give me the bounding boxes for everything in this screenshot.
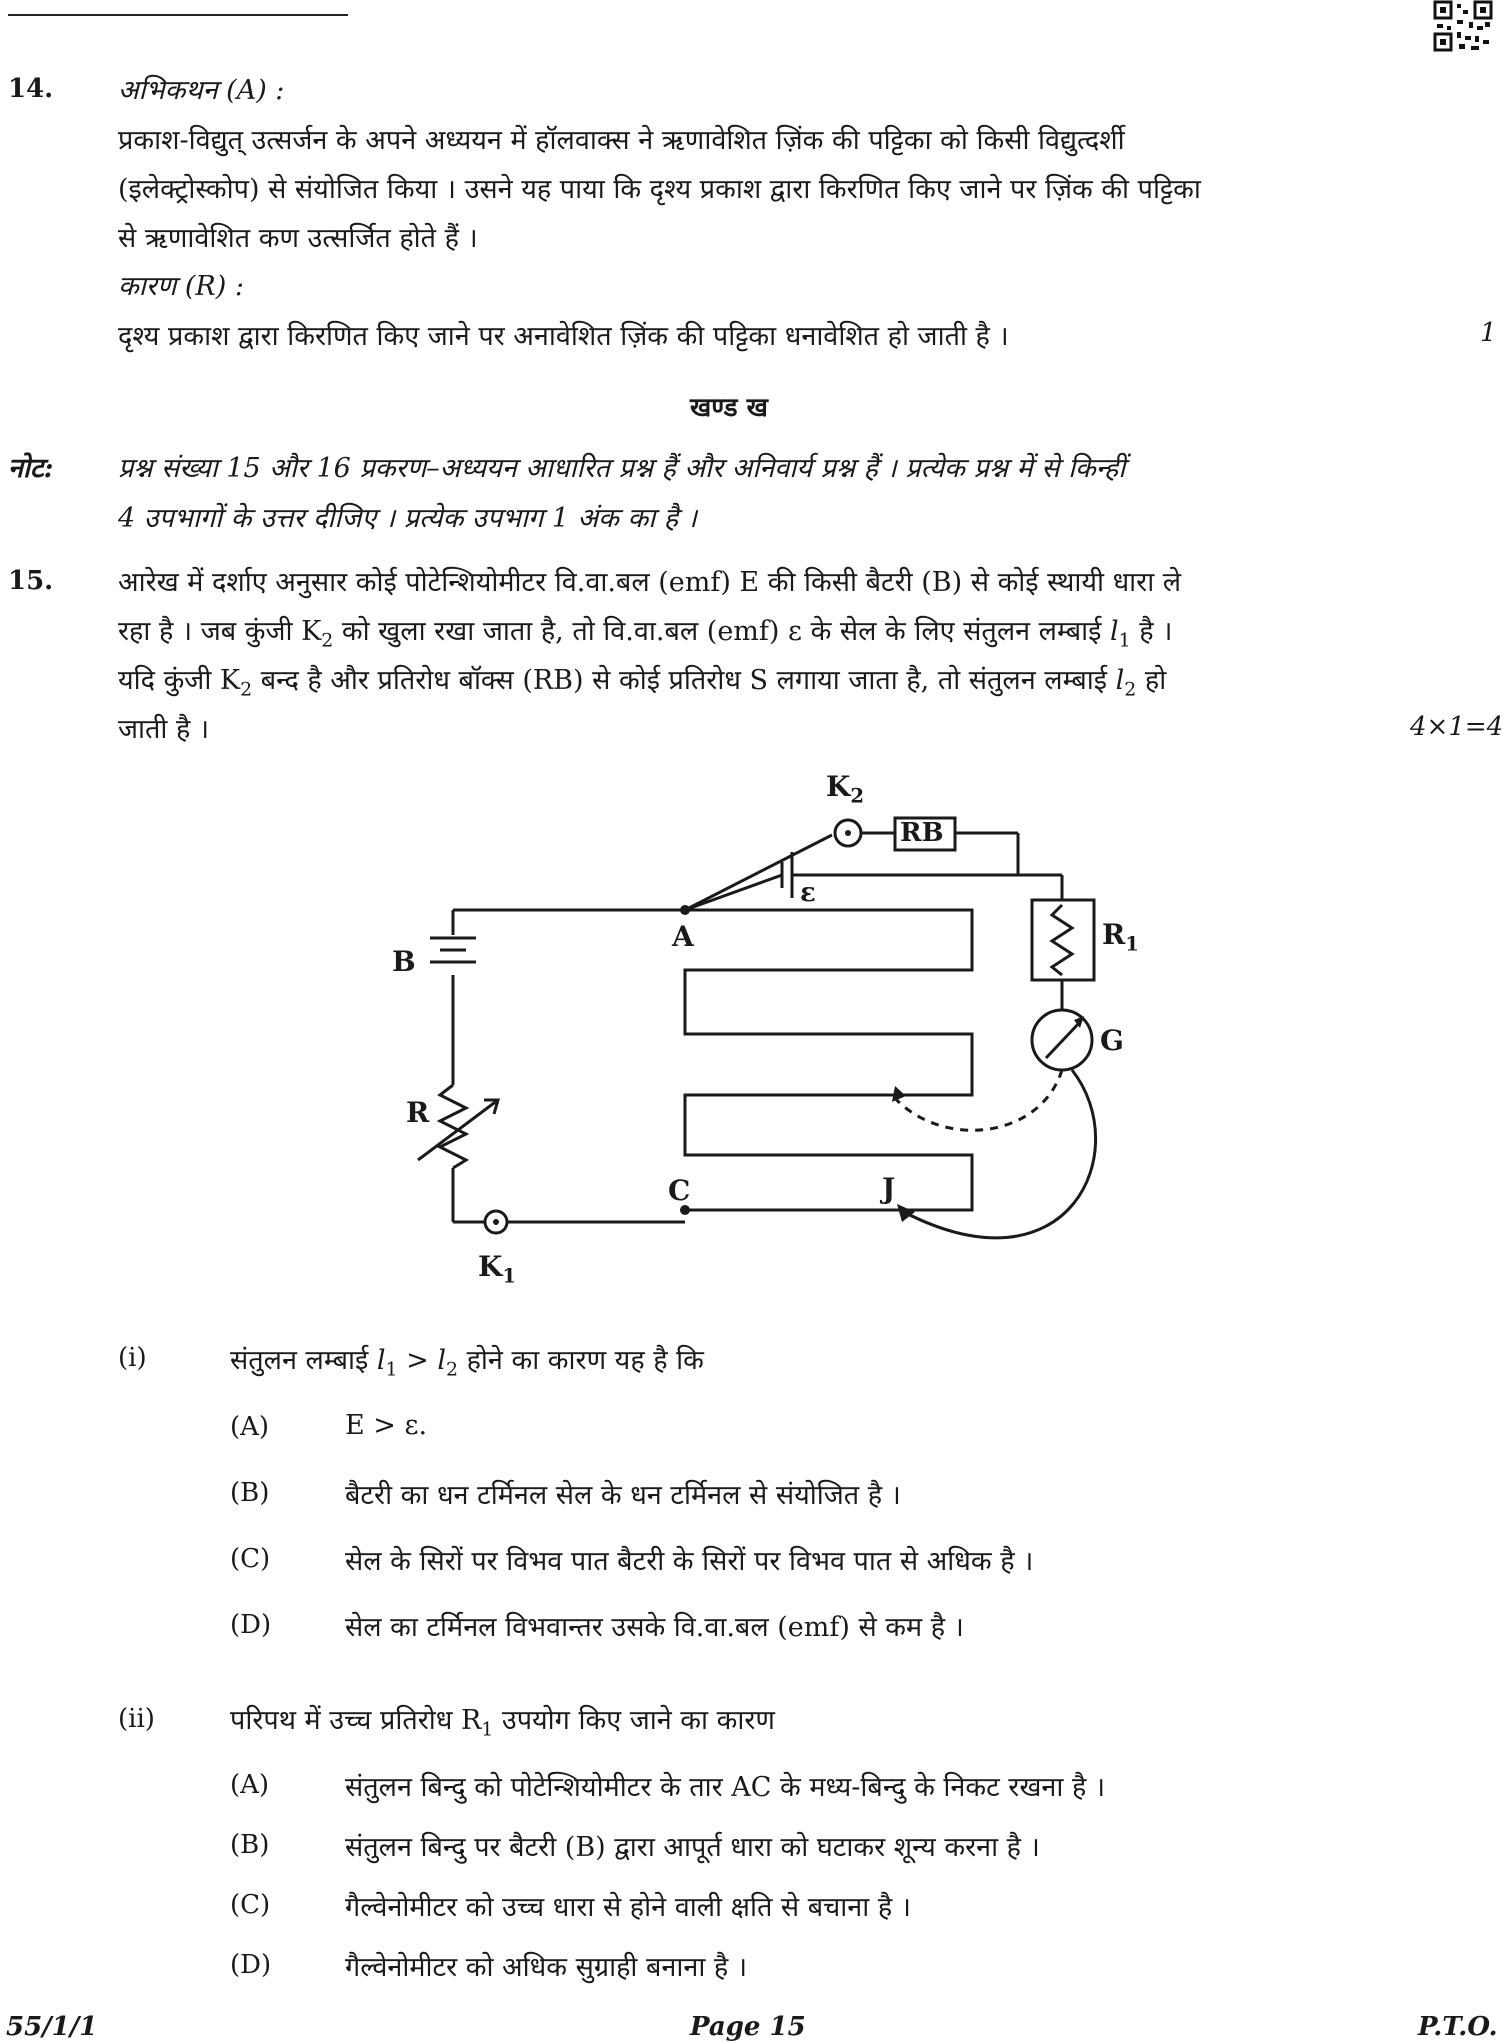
option-i-a-text: E > ε. (345, 1410, 428, 1441)
option-ii-b-text: संतुलन बिन्दु पर बैटरी (B) द्वारा आपूर्त धारा को घटाकर शून्य करना है । (345, 1832, 1040, 1863)
section-title: खण्ड ख (690, 393, 768, 423)
label-epsilon: ε (800, 878, 816, 908)
label-k1: $K_1$ (478, 1250, 516, 1288)
subquestion-label: (i) (118, 1343, 147, 1373)
subquestion-ii-stem: परिपथ में उच्च प्रतिरोध $R_1$ उपयोग किए जाने का कारण (230, 1705, 775, 1741)
footer-pto: P.T.O. (1418, 2012, 1498, 2042)
footer-code: 55/1/1 (6, 2012, 98, 2042)
note-line-2: 4 उपभागों के उत्तर दीजिए । प्रत्येक उपभाग 1 अंक का है । (118, 503, 697, 534)
label-g: G (1100, 1024, 1124, 1057)
option-label: (D) (230, 1950, 272, 1980)
q15-line-2: रहा है । जब कुंजी $K_2$ को खुला रखा जाता है, तो वि.वा.बल (emf) ε के सेल के लिए संतुलन लम्बाई $l_1$ है । (118, 616, 1173, 652)
option-label: (A) (230, 1770, 270, 1800)
option-label: (C) (230, 1544, 271, 1574)
assertion-label: अभिकथन (A) : (118, 75, 285, 106)
q14-marks: 1 (1480, 318, 1497, 348)
label-rb: RB (900, 818, 944, 848)
subquestion-label: (ii) (118, 1704, 155, 1734)
option-i-d-text: सेल का टर्मिनल विभवान्तर उसके वि.वा.बल (emf) से कम है । (345, 1612, 964, 1643)
reason-label: कारण (R) : (118, 271, 244, 302)
q15-line-1: आरेख में दर्शाए अनुसार कोई पोटेन्शियोमीटर वि.वा.बल (emf) E की किसी बैटरी (B) से कोई स्थायी धारा ले (118, 567, 1182, 598)
q15-marks: 4×1=4 (1410, 712, 1504, 742)
option-ii-c-text: गैल्वेनोमीटर को उच्च धारा से होने वाली क्षति से बचाना है । (345, 1892, 912, 1923)
q15-line-4: जाती है । (118, 714, 210, 745)
option-label: (B) (230, 1830, 270, 1860)
label-b: B (392, 945, 416, 978)
q15-line-3: यदि कुंजी $K_2$ बन्द है और प्रतिरोध बॉक्स (RB) से कोई प्रतिरोध S लगाया जाता है, तो संतुलन लम्बाई $l_2$ हो (118, 665, 1167, 701)
question-number: 14. (8, 74, 54, 104)
option-label: (A) (230, 1412, 270, 1442)
label-k2: $K_2$ (826, 770, 864, 808)
note-line-1: प्रश्न संख्या 15 और 16 प्रकरण–अध्ययन आधारित प्रश्न हैं और अनिवार्य प्रश्न हैं । प्रत्येक प्रश्न में से किन्हीं (118, 453, 1126, 484)
option-i-c-text: सेल के सिरों पर विभव पात बैटरी के सिरों पर विभव पात से अधिक है । (345, 1546, 1034, 1577)
option-i-b-text: बैटरी का धन टर्मिनल सेल के धन टर्मिनल से संयोजित है । (345, 1480, 901, 1511)
option-label: (C) (230, 1890, 271, 1920)
option-ii-a-text: संतुलन बिन्दु को पोटेन्शियोमीटर के तार AC के मध्य-बिन्दु के निकट रखना है । (345, 1772, 1106, 1803)
option-label: (B) (230, 1478, 270, 1508)
option-label: (D) (230, 1610, 272, 1640)
note-label: नोट: (8, 453, 54, 484)
label-r: R (406, 1096, 430, 1129)
reason-line: दृश्य प्रकाश द्वारा किरणित किए जाने पर अनावेशित ज़िंक की पट्टिका धनावेशित हो जाती है । (118, 321, 1009, 352)
assertion-line-3: से ऋणावेशित कण उत्सर्जित होते हैं । (118, 223, 478, 254)
label-j: J (882, 1172, 896, 1205)
label-c: C (668, 1174, 691, 1207)
subquestion-i-stem: संतुलन लम्बाई $l_1 > l_2$ होने का कारण यह है कि (230, 1345, 704, 1381)
label-r1: $R_1$ (1102, 918, 1139, 956)
question-number: 15. (8, 566, 54, 596)
option-ii-d-text: गैल्वेनोमीटर को अधिक सुग्राही बनाना है । (345, 1952, 748, 1983)
assertion-line-2: (इलेक्ट्रोस्कोप) से संयोजित किया । उसने यह पाया कि दृश्य प्रकाश द्वारा किरणित किए जाने पर ज़िंक की पट्टिका (118, 174, 1201, 205)
assertion-line-1: प्रकाश-विद्युत् उत्सर्जन के अपने अध्ययन में हॉलवाक्स ने ऋणावेशित ज़िंक की पट्टिका को किसी विद्युत्दर्शी (118, 125, 1125, 156)
label-a: A (672, 920, 694, 953)
footer-page: Page 15 (690, 2012, 806, 2042)
